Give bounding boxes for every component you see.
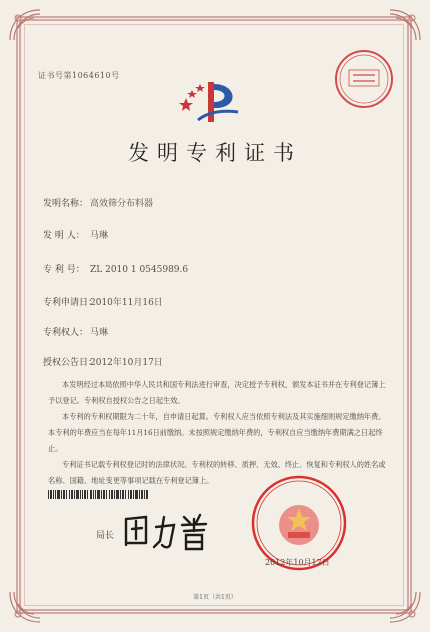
field-label: 发 明 人： (43, 231, 85, 241)
field-application-date (43, 295, 163, 308)
field-label: 授权公告日： (43, 358, 98, 368)
field-value: 2010年11月16日 (90, 298, 163, 308)
director-signature (120, 505, 210, 555)
field-value: 马琳 (90, 231, 109, 241)
body-paragraph: 专利证书记载专利权登记时的法律状况。专利权的转移、质押、无效、终止、恢复和专利权人的姓名或名称、国籍、地址变更等事项记载在专利登记簿上。 (48, 460, 386, 485)
page-footer: 第1页（共1页） (193, 594, 237, 601)
field-inventor (43, 228, 108, 241)
publisher-seal (333, 48, 395, 110)
certificate-number: 证书号第1064610号 (38, 71, 120, 80)
certificate-body (48, 377, 386, 489)
barcode-icon (48, 490, 148, 499)
corner-ornament (388, 8, 422, 42)
field-label: 专利申请日： (43, 298, 98, 308)
field-value: 高效筛分布料器 (90, 199, 154, 209)
field-label: 专利权人： (43, 328, 89, 338)
field-grant-date (43, 355, 163, 368)
field-patentee (43, 325, 108, 338)
field-invention-name (43, 196, 153, 209)
field-value: 马琳 (90, 328, 109, 338)
field-value: ZL 2010 1 0545989.6 (90, 265, 189, 275)
document-title: 发明专利证书 (128, 141, 302, 165)
field-patent-number (43, 262, 188, 275)
seal-date: 2012年10月17日 (265, 558, 330, 567)
director-label: 局长 (96, 531, 115, 541)
sipo-logo-icon (178, 76, 244, 128)
field-label: 发明名称： (43, 199, 89, 209)
body-paragraph: 本发明经过本局依照中华人民共和国专利法进行审查，决定授予专利权，颁发本证书并在专利登记簿上予以登记。专利权自授权公告之日起生效。 (48, 380, 386, 405)
body-paragraph: 本专利的专利权期限为二十年，自申请日起算。专利权人应当依照专利法及其实施细则规定缴纳年费。本专利的年费应当在每年11月16日前缴纳。未按照规定缴纳年费的，专利权自应当缴纳年费期满之日起终止。 (48, 412, 386, 453)
field-value: 2012年10月17日 (90, 358, 163, 368)
field-label: 专 利 号： (43, 265, 85, 275)
corner-ornament (8, 8, 42, 42)
